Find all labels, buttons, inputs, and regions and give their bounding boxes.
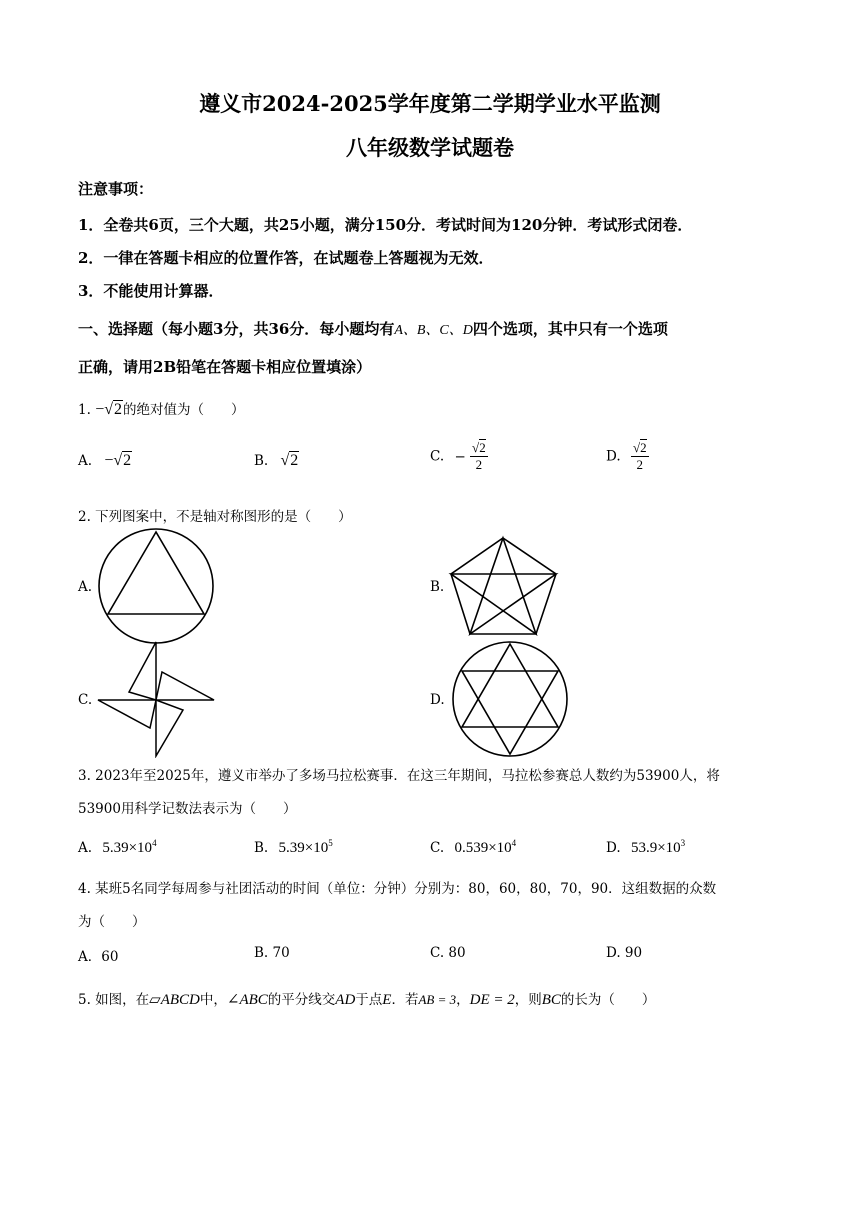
question-5: 5. 如图，在▱ABCD中，∠ABC的平分线交AD于点E．若AB = 3，DE = 2，则BC的长为（ ） xyxy=(78,992,656,1008)
page-title: 遵义市2024-2025学年度第二学期学业水平监测 xyxy=(199,91,661,116)
circle-triangle-figure xyxy=(98,528,218,648)
q4-option-a: A．60 xyxy=(78,949,119,965)
q3-option-d: D. $53.9\times 10^3$ xyxy=(606,838,686,856)
q1-expression: −√2 xyxy=(95,401,122,418)
page-subtitle: 八年级数学试题卷 xyxy=(346,135,514,160)
q1-option-a: A. −√2 xyxy=(78,452,132,469)
q2-option-a-label: A. xyxy=(78,579,93,595)
q3-option-c: C. $0.539\times 10^4$ xyxy=(430,838,517,856)
q2-option-c-label: C. xyxy=(78,692,93,708)
question-4-line1: 4. 某班5名同学每周参与社团活动的时间（单位：分钟）分别为：80，60，80，70，90．这组数据的众数 xyxy=(78,881,717,897)
pentagon-star-figure xyxy=(448,534,562,640)
q1-option-c: C. − $\frac{√2}{2}$ xyxy=(430,440,486,472)
section1-line2: 正确，请用2B铅笔在答题卡相应位置填涂） xyxy=(78,358,372,376)
circle-hexagram-figure xyxy=(450,640,570,758)
q3-option-a: A. $5.39\times 10^4$ xyxy=(78,838,157,856)
q3-option-b: B. $5.39\times 10^5$ xyxy=(254,838,333,856)
notice-item-3: 3．不能使用计算器． xyxy=(78,282,224,300)
question-1: 1. −√2的绝对值为（ ） xyxy=(78,401,245,418)
q4-option-d: D. 90 xyxy=(606,945,643,961)
q2-option-d-label: D. xyxy=(430,692,445,708)
q4-option-c: C. 80 xyxy=(430,945,466,961)
q2-option-b-label: B. xyxy=(430,579,445,595)
notice-item-2: 2．一律在答题卡相应的位置作答，在试题卷上答题视为无效． xyxy=(78,249,494,267)
section1-line1: 一、选择题（每小题3分，共36分．每小题均有A、B、C、D四个选项，其中只有一个选项 xyxy=(78,320,668,338)
question-3-line1: 3. 2023年至2025年，遵义市举办了多场马拉松赛事．在这三年期间，马拉松参赛总人数约为53900人，将 xyxy=(78,768,720,784)
q1-option-b: B. √2 xyxy=(254,452,299,469)
q4-option-b: B. 70 xyxy=(254,945,290,961)
notice-heading: 注意事项： xyxy=(78,180,154,198)
q1-option-d: D. $\frac{√2}{2}$ xyxy=(606,440,647,472)
question-3-line2: 53900用科学记数法表示为（ ） xyxy=(78,801,297,817)
notice-item-1: 1．全卷共6页，三个大题，共25小题，满分150分．考试时间为120分钟．考试形式闭卷． xyxy=(78,216,693,234)
question-4-line2: 为（ ） xyxy=(78,914,146,930)
pinwheel-figure xyxy=(96,640,220,758)
question-2: 2. 下列图案中，不是轴对称图形的是（ ） xyxy=(78,509,352,525)
